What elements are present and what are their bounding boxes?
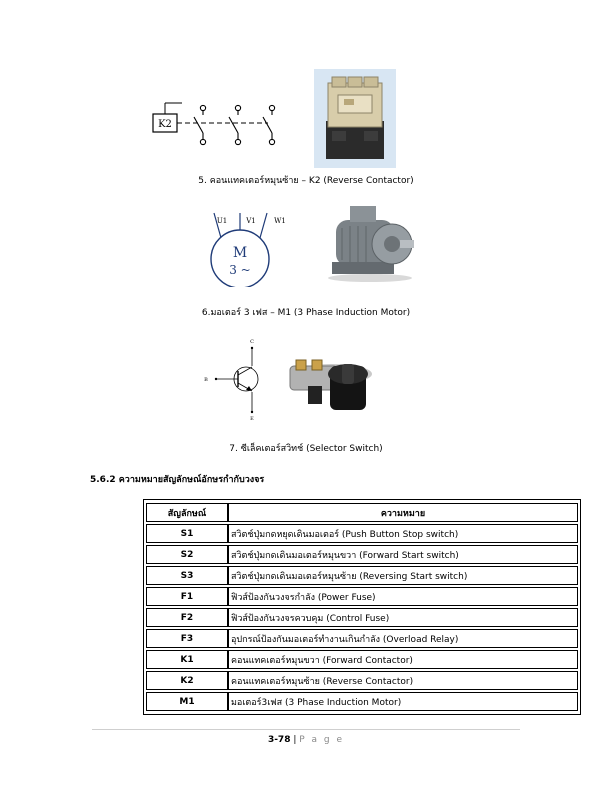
row-symbol: S1 xyxy=(146,524,228,543)
figure-caption-6: 6.มอเตอร์ 3 เฟส – M1 (3 Phase Induction Motor) xyxy=(201,308,411,318)
row-meaning: สวิตช์ปุ่มกดเดินมอเตอร์หมุนขวา (Forward Start switch) xyxy=(228,545,578,564)
motor-m1-symbol xyxy=(200,211,290,287)
header-meaning: ความหมาย xyxy=(228,503,578,522)
motor-sub: 3 ~ xyxy=(229,263,251,277)
figure-caption-7: 7. ซีเล็คเตอร์สวิทช์ (Selector Switch) xyxy=(229,444,383,454)
table-row xyxy=(146,545,578,564)
table-row xyxy=(146,587,578,606)
table-row xyxy=(146,692,578,711)
pin-e-label: E xyxy=(250,416,254,422)
selector-switch-photo xyxy=(286,350,376,420)
figure-caption-5: 5. คอนแทคเตอร์หมุนซ้าย – K2 (Reverse Contactor) xyxy=(198,176,414,186)
row-symbol: K1 xyxy=(146,650,228,669)
page-number: 3-78 xyxy=(267,735,291,745)
coil-label: K2 xyxy=(158,119,172,130)
page-word: P a g e xyxy=(299,735,345,745)
terminal-u1: U1 xyxy=(216,217,228,225)
motor-letter: M xyxy=(232,245,248,261)
selector-switch-symbol xyxy=(200,334,270,424)
table-header-row xyxy=(146,503,578,522)
symbol-meaning-table xyxy=(143,499,581,715)
terminal-w1: W1 xyxy=(274,217,286,225)
table-row xyxy=(146,650,578,669)
row-meaning: สวิตช์ปุ่มกดหยุดเดินมอเตอร์ (Push Button Stop switch) xyxy=(228,524,578,543)
row-symbol: F1 xyxy=(146,587,228,606)
table-row xyxy=(146,629,578,648)
row-symbol: S2 xyxy=(146,545,228,564)
page-footer xyxy=(0,735,612,745)
contactor-k2-symbol xyxy=(150,98,290,150)
row-meaning: ฟิวส์ป้องกันวงจรควบคุม (Control Fuse) xyxy=(228,608,578,627)
header-symbol: สัญลักษณ์ xyxy=(146,503,228,522)
footer-separator: | xyxy=(293,735,297,745)
row-meaning: คอนแทคเตอร์หมุนซ้าย (Reverse Contactor) xyxy=(228,671,578,690)
footer-divider xyxy=(92,729,520,730)
row-meaning: อุปกรณ์ป้องกันมอเตอร์ทำงานเกินกำลัง (Overload Relay) xyxy=(228,629,578,648)
row-meaning: คอนแทคเตอร์หมุนขวา (Forward Contactor) xyxy=(228,650,578,669)
motor-photo xyxy=(322,200,418,284)
row-symbol: F2 xyxy=(146,608,228,627)
terminal-v1: V1 xyxy=(246,217,256,225)
table-row xyxy=(146,524,578,543)
table-row xyxy=(146,608,578,627)
row-meaning: สวิตช์ปุ่มกดเดินมอเตอร์หมุนซ้าย (Reversing Start switch) xyxy=(228,566,578,585)
row-meaning: ฟิวส์ป้องกันวงจรกำลัง (Power Fuse) xyxy=(228,587,578,606)
table-row xyxy=(146,566,578,585)
pin-c-label: C xyxy=(250,339,254,345)
row-symbol: F3 xyxy=(146,629,228,648)
row-symbol: M1 xyxy=(146,692,228,711)
contactor-photo xyxy=(314,69,396,168)
table-row xyxy=(146,671,578,690)
pin-b-label: B xyxy=(204,377,208,383)
row-symbol: S3 xyxy=(146,566,228,585)
row-symbol: K2 xyxy=(146,671,228,690)
row-meaning: มอเตอร์3เฟส (3 Phase Induction Motor) xyxy=(228,692,578,711)
section-heading: 5.6.2 ความหมายสัญลักษณ์อักษรกำกับวงจร xyxy=(90,475,265,485)
